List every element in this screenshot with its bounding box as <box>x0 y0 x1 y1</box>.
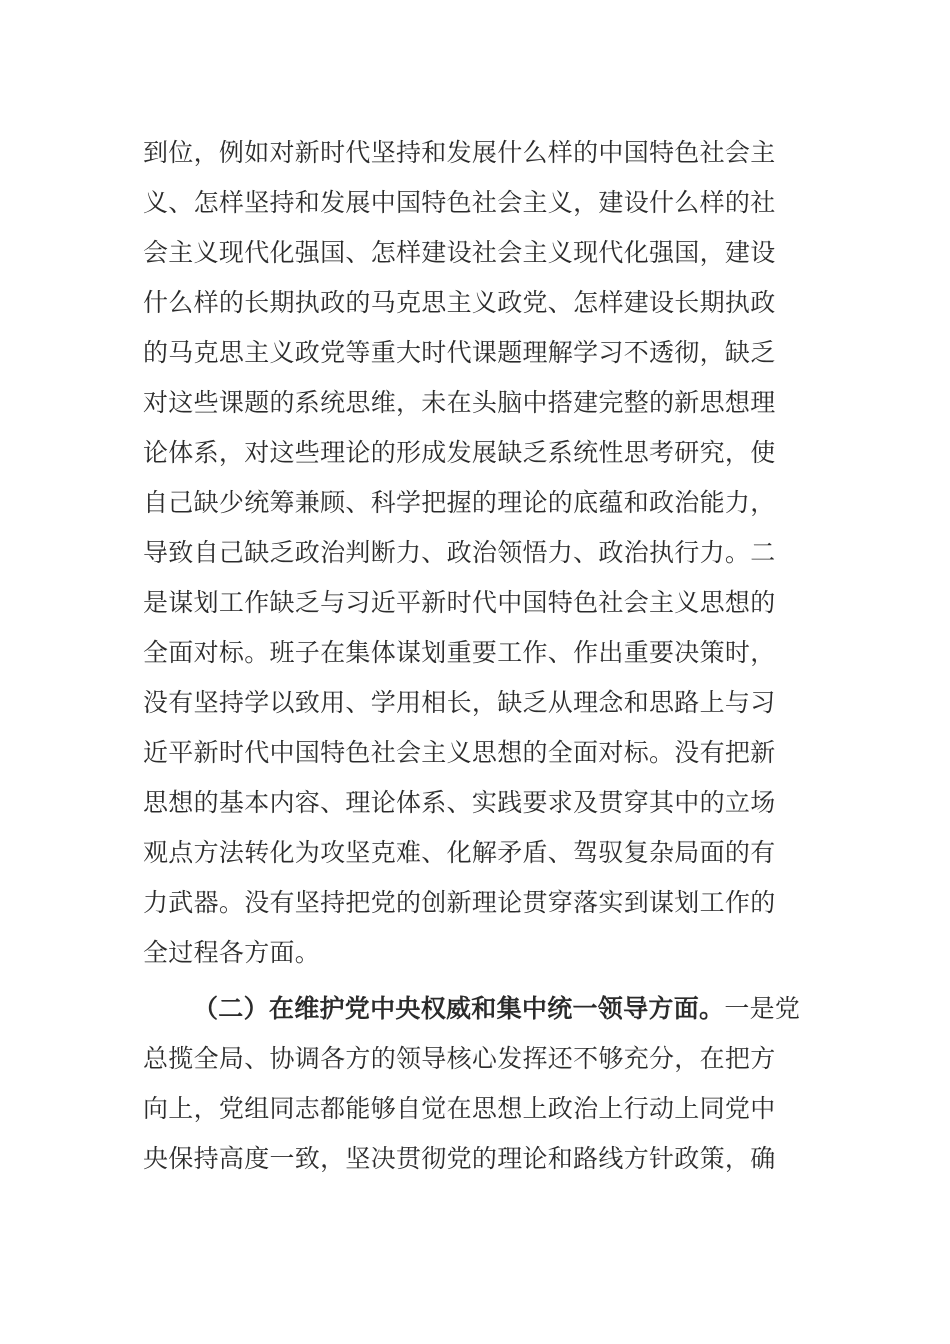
text-line: 自己缺少统筹兼顾、科学把握的理论的底蕴和政治能力， <box>143 488 776 517</box>
text-line: 会主义现代化强国、怎样建设社会主义现代化强国，建设 <box>143 238 776 267</box>
text-line: 论体系，对这些理论的形成发展缺乏系统性思考研究，使 <box>143 438 776 467</box>
text-line: 观点方法转化为攻坚克难、化解矛盾、驾驭复杂局面的有 <box>143 838 776 867</box>
document-body <box>143 128 807 1184</box>
text-line: 义、怎样坚持和发展中国特色社会主义，建设什么样的社 <box>143 188 776 217</box>
text-line: 导致自己缺乏政治判断力、政治领悟力、政治执行力。二 <box>143 538 776 567</box>
text-line: 近平新时代中国特色社会主义思想的全面对标。没有把新 <box>143 738 776 767</box>
text-line: 全面对标。班子在集体谋划重要工作、作出重要决策时， <box>143 638 776 667</box>
section-heading: （二）在维护党中央权威和集中统一领导方面。 <box>193 994 725 1023</box>
text-line: 央保持高度一致，坚决贯彻党的理论和路线方针政策，确 <box>143 1144 776 1173</box>
text-line: 总揽全局、协调各方的领导核心发挥还不够充分，在把方 <box>143 1044 776 1073</box>
text-line: 思想的基本内容、理论体系、实践要求及贯穿其中的立场 <box>143 788 776 817</box>
text-run: 一是党 <box>724 994 801 1023</box>
text-line: 到位，例如对新时代坚持和发展什么样的中国特色社会主 <box>143 138 776 167</box>
text-line: 是谋划工作缺乏与习近平新时代中国特色社会主义思想的 <box>143 588 776 617</box>
text-line: 力武器。没有坚持把党的创新理论贯穿落实到谋划工作的 <box>143 888 776 917</box>
text-line: 向上，党组同志都能够自觉在思想上政治上行动上同党中 <box>143 1094 776 1123</box>
paragraph-1 <box>143 128 807 978</box>
text-line: 对这些课题的系统思维，未在头脑中搭建完整的新思想理 <box>143 388 776 417</box>
text-line: 全过程各方面。 <box>143 938 321 967</box>
text-line: 没有坚持学以致用、学用相长，缺乏从理念和思路上与习 <box>143 688 776 717</box>
text-line: 的马克思主义政党等重大时代课题理解学习不透彻，缺乏 <box>143 338 776 367</box>
text-line: 什么样的长期执政的马克思主义政党、怎样建设长期执政 <box>143 288 776 317</box>
paragraph-2 <box>143 984 807 1184</box>
paragraph-2-first-line <box>143 984 807 1034</box>
